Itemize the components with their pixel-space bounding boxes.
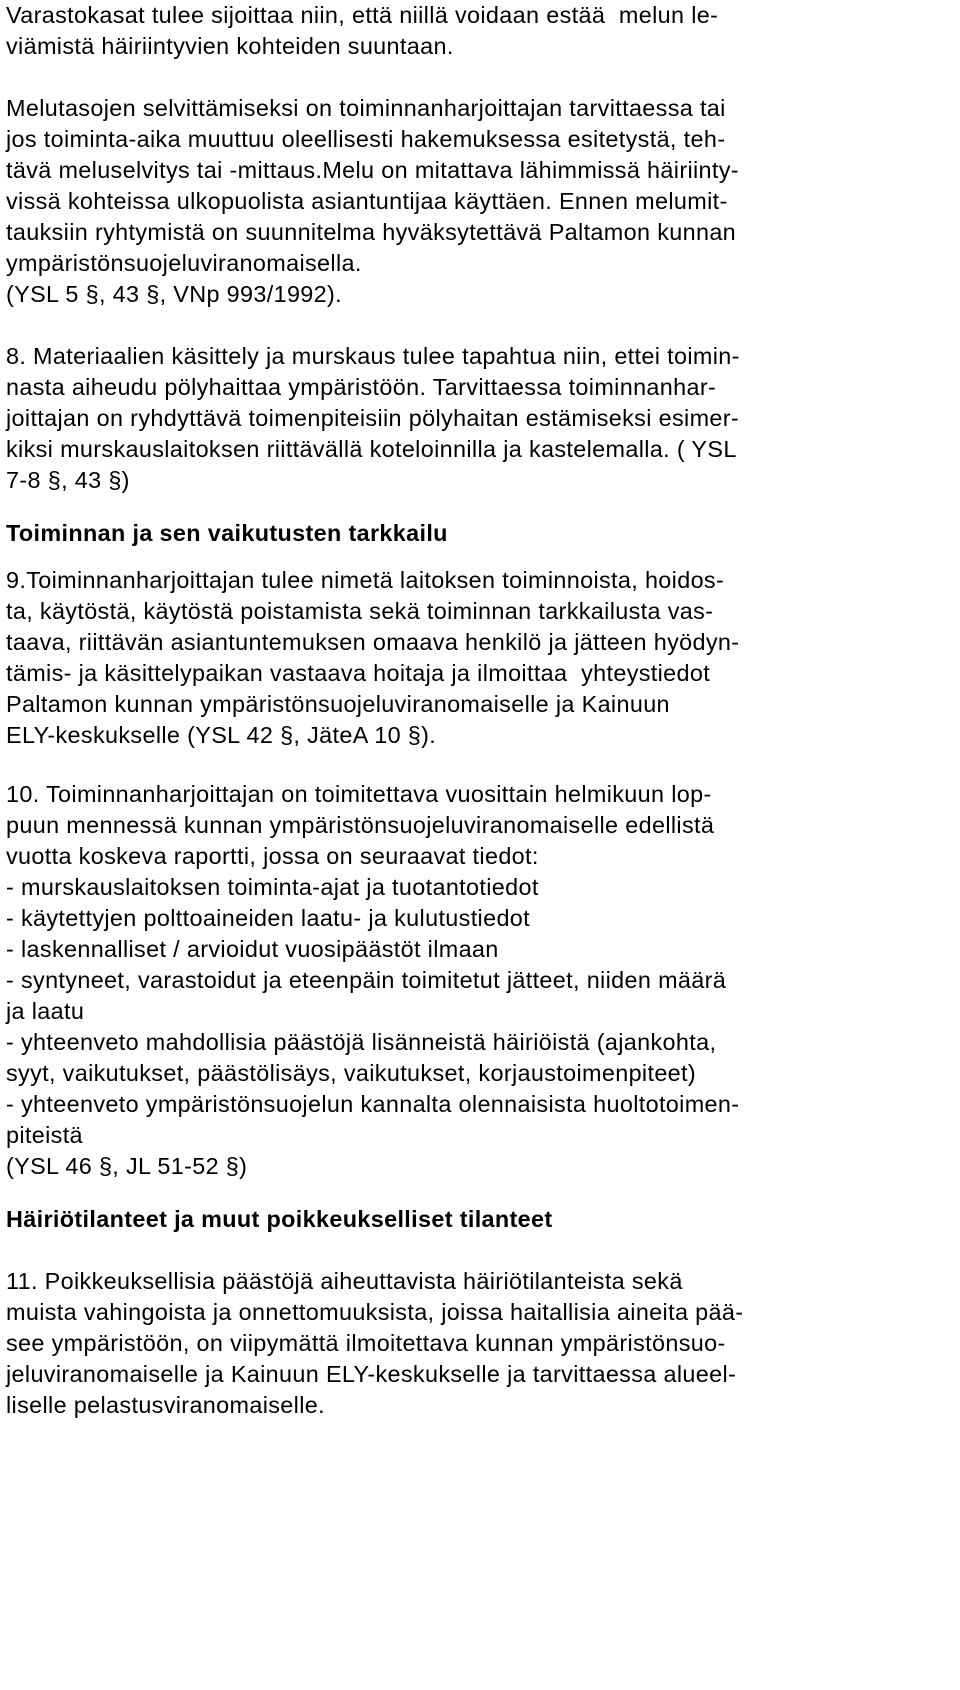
text-line: muista vahingoista ja onnettomuuksista, joissa haitallisia aineita pää- bbox=[6, 1299, 744, 1325]
text-line: - laskennalliset / arvioidut vuosipäästöt ilmaan bbox=[6, 936, 499, 962]
text-line: tauksiin ryhtymistä on suunnitelma hyväksytettävä Paltamon kunnan bbox=[6, 219, 737, 245]
section-heading: Häiriötilanteet ja muut poikkeukselliset tilanteet bbox=[6, 1206, 553, 1232]
text-line: jos toiminta-aika muuttuu oleellisesti hakemuksessa esitetystä, teh- bbox=[6, 126, 726, 152]
paragraph-item-9-responsible-person bbox=[6, 565, 954, 751]
text-line: vissä kohteissa ulkopuolista asiantuntijaa käyttäen. Ennen melumit- bbox=[6, 188, 728, 214]
text-line: tämis- ja käsittelypaikan vastaava hoitaja ja ilmoittaa yhteystiedot bbox=[6, 660, 711, 686]
text-line: 11. Poikkeuksellisia päästöjä aiheuttavista häiriötilanteista sekä bbox=[6, 1268, 683, 1294]
text-line: ja laatu bbox=[6, 998, 85, 1024]
text-line: (YSL 46 §, JL 51-52 §) bbox=[6, 1153, 248, 1179]
text-line: vuotta koskeva raportti, jossa on seuraavat tiedot: bbox=[6, 843, 539, 869]
paragraph-noise-storage-end bbox=[6, 0, 954, 62]
text-line: - syntyneet, varastoidut ja eteenpäin toimitetut jätteet, niiden määrä bbox=[6, 967, 727, 993]
text-line: tävä meluselvitys tai -mittaus.Melu on mitattava lähimmissä häiriinty- bbox=[6, 157, 739, 183]
text-line: piteistä bbox=[6, 1122, 83, 1148]
text-line: 7-8 §, 43 §) bbox=[6, 467, 130, 493]
text-line: liselle pelastusviranomaiselle. bbox=[6, 1392, 325, 1418]
text-line: - murskauslaitoksen toiminta-ajat ja tuotantotiedot bbox=[6, 874, 539, 900]
text-line: viämistä häiriintyvien kohteiden suuntaan. bbox=[6, 33, 454, 59]
text-line: nasta aiheudu pölyhaittaa ympäristöön. Tarvittaessa toiminnanhar- bbox=[6, 374, 717, 400]
paragraph-item-8-dust bbox=[6, 341, 954, 496]
heading-disturbances bbox=[6, 1204, 954, 1235]
paragraph-spacer bbox=[6, 62, 954, 93]
heading-monitoring bbox=[6, 518, 954, 549]
text-line: - yhteenveto ympäristönsuojelun kannalta olennaisista huoltotoimen- bbox=[6, 1091, 740, 1117]
paragraph-spacer bbox=[6, 496, 954, 518]
text-line: Varastokasat tulee sijoittaa niin, että niillä voidaan estää melun le- bbox=[6, 2, 719, 28]
text-line: see ympäristöön, on viipymättä ilmoitettava kunnan ympäristönsuo- bbox=[6, 1330, 726, 1356]
paragraph-item-11-emergency bbox=[6, 1266, 954, 1421]
text-line: jeluviranomaiselle ja Kainuun ELY-keskukselle ja tarvittaessa alueel- bbox=[6, 1361, 737, 1387]
text-line: 8. Materiaalien käsittely ja murskaus tulee tapahtua niin, ettei toimin- bbox=[6, 343, 740, 369]
text-line: taava, riittävän asiantuntemuksen omaava henkilö ja jätteen hyödyn- bbox=[6, 629, 740, 655]
text-line: (YSL 5 §, 43 §, VNp 993/1992). bbox=[6, 281, 343, 307]
text-line: ta, käytöstä, käytöstä poistamista sekä toiminnan tarkkailusta vas- bbox=[6, 598, 714, 624]
paragraph-spacer bbox=[6, 549, 954, 565]
text-line: 10. Toiminnanharjoittajan on toimitettava vuosittain helmikuun lop- bbox=[6, 781, 712, 807]
document-page bbox=[6, 0, 954, 1421]
paragraph-spacer bbox=[6, 1235, 954, 1266]
paragraph-item-10-annual-report bbox=[6, 779, 954, 1182]
text-line: Melutasojen selvittämiseksi on toiminnanharjoittajan tarvittaessa tai bbox=[6, 95, 726, 121]
paragraph-spacer bbox=[6, 1182, 954, 1204]
text-line: syyt, vaikutukset, päästölisäys, vaikutukset, korjaustoimenpiteet) bbox=[6, 1060, 697, 1086]
text-line: joittajan on ryhdyttävä toimenpiteisiin pölyhaitan estämiseksi esimer- bbox=[6, 405, 740, 431]
text-line: kiksi murskauslaitoksen riittävällä koteloinnilla ja kastelemalla. ( YSL bbox=[6, 436, 737, 462]
paragraph-spacer bbox=[6, 310, 954, 341]
paragraph-noise-measurement bbox=[6, 93, 954, 310]
text-line: Paltamon kunnan ympäristönsuojeluviranomaiselle ja Kainuun bbox=[6, 691, 670, 717]
text-line: puun mennessä kunnan ympäristönsuojeluviranomaiselle edellistä bbox=[6, 812, 715, 838]
text-line: - käytettyjen polttoaineiden laatu- ja kulutustiedot bbox=[6, 905, 531, 931]
text-line: - yhteenveto mahdollisia päästöjä lisänneistä häiriöistä (ajankohta, bbox=[6, 1029, 717, 1055]
section-heading: Toiminnan ja sen vaikutusten tarkkailu bbox=[6, 520, 448, 546]
paragraph-spacer bbox=[6, 751, 954, 779]
text-line: 9.Toiminnanharjoittajan tulee nimetä laitoksen toiminnoista, hoidos- bbox=[6, 567, 725, 593]
text-line: ELY-keskukselle (YSL 42 §, JäteA 10 §). bbox=[6, 722, 437, 748]
text-line: ympäristönsuojeluviranomaisella. bbox=[6, 250, 362, 276]
